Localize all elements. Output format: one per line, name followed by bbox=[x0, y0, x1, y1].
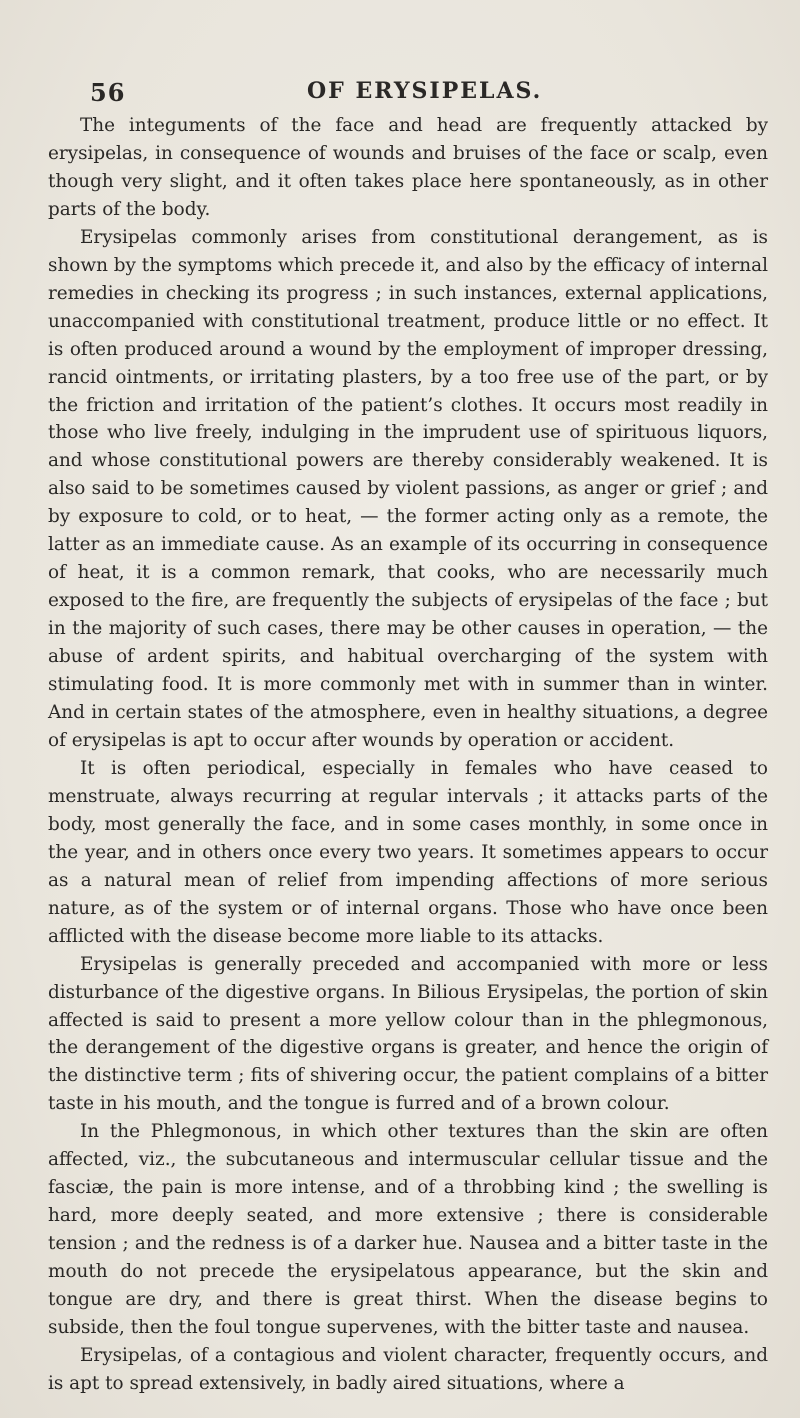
page-number: 56 bbox=[90, 78, 126, 107]
paragraph: In the Phlegmonous, in which other textures than the skin are often affected, viz., the subcutaneous and intermuscular cellular tissue and the fasciæ, the pain is more intense, and of a throbbing kind ; the swelling is hard, more deeply seated, and more extensive ; there is considerable tension ; and the redness is of a darker hue. Nausea and a bitter taste in the mouth do not precede the erysipelatous appearance, but the skin and tongue are dry, and there is great thirst. When the disease begins to subside, then the foul tongue supervenes, with the bitter taste and nausea. bbox=[48, 1121, 768, 1338]
running-title: OF ERYSIPELAS. bbox=[307, 78, 543, 104]
paragraph: It is often periodical, especially in females who have ceased to menstruate, always recurring at regular intervals ; it attacks parts of the body, most generally the face, and in some cases monthly, in some once in the year, and in others once every two years. It sometimes appears to occur as a natural mean of relief from impending affections of more serious nature, as of the system or of internal organs. Those who have once been afflicted with the disease become more liable to its attacks. bbox=[48, 757, 768, 947]
body-text bbox=[48, 112, 768, 1398]
paragraph: The integuments of the face and head are frequently attacked by erysipelas, in consequence of wounds and bruises of the face or scalp, even though very slight, and it often takes place here spontaneously, as in other parts of the body. bbox=[48, 115, 768, 220]
running-head bbox=[90, 78, 770, 110]
paragraph: Erysipelas commonly arises from constitutional derangement, as is shown by the symptoms which precede it, and also by the efficacy of internal remedies in checking its progress ; in such instances, external applications, unaccompanied with constitutional treatment, produce little or no effect. It is often produced around a wound by the employment of improper dressing, rancid ointments, or irritating plasters, by a too free use of the part, or by the friction and irritation of the patient’s clothes. It occurs most readily in those who live freely, indulging in the imprudent use of spirituous liquors, and whose constitutional powers are thereby considerably weakened. It is also said to be sometimes caused by violent passions, as anger or grief ; and by exposure to cold, or to heat, — the former acting only as a remote, the latter as an immediate cause. As an example of its occurring in consequence of heat, it is a common remark, that cooks, who are necessarily much exposed to the fire, are frequently the subjects of erysipelas of the face ; but in the majority of such cases, there may be other causes in operation, — the abuse of ardent spirits, and habitual overcharging of the system with stimulating food. It is more commonly met with in summer than in winter. And in certain states of the atmosphere, even in healthy situations, a degree of erysipelas is apt to occur after wounds by operation or accident. bbox=[48, 226, 768, 751]
paragraph: Erysipelas, of a contagious and violent character, frequently occurs, and is apt to spread extensively, in badly aired situations, where a bbox=[48, 1344, 768, 1394]
paragraph: Erysipelas is generally preceded and accompanied with more or less disturbance of the digestive organs. In Bilious Erysipelas, the portion of skin affected is said to present a more yellow colour than in the phlegmonous, the derangement of the digestive organs is greater, and hence the origin of the distinctive term ; fits of shivering occur, the patient complains of a bitter taste in his mouth, and the tongue is furred and of a brown colour. bbox=[48, 953, 768, 1115]
